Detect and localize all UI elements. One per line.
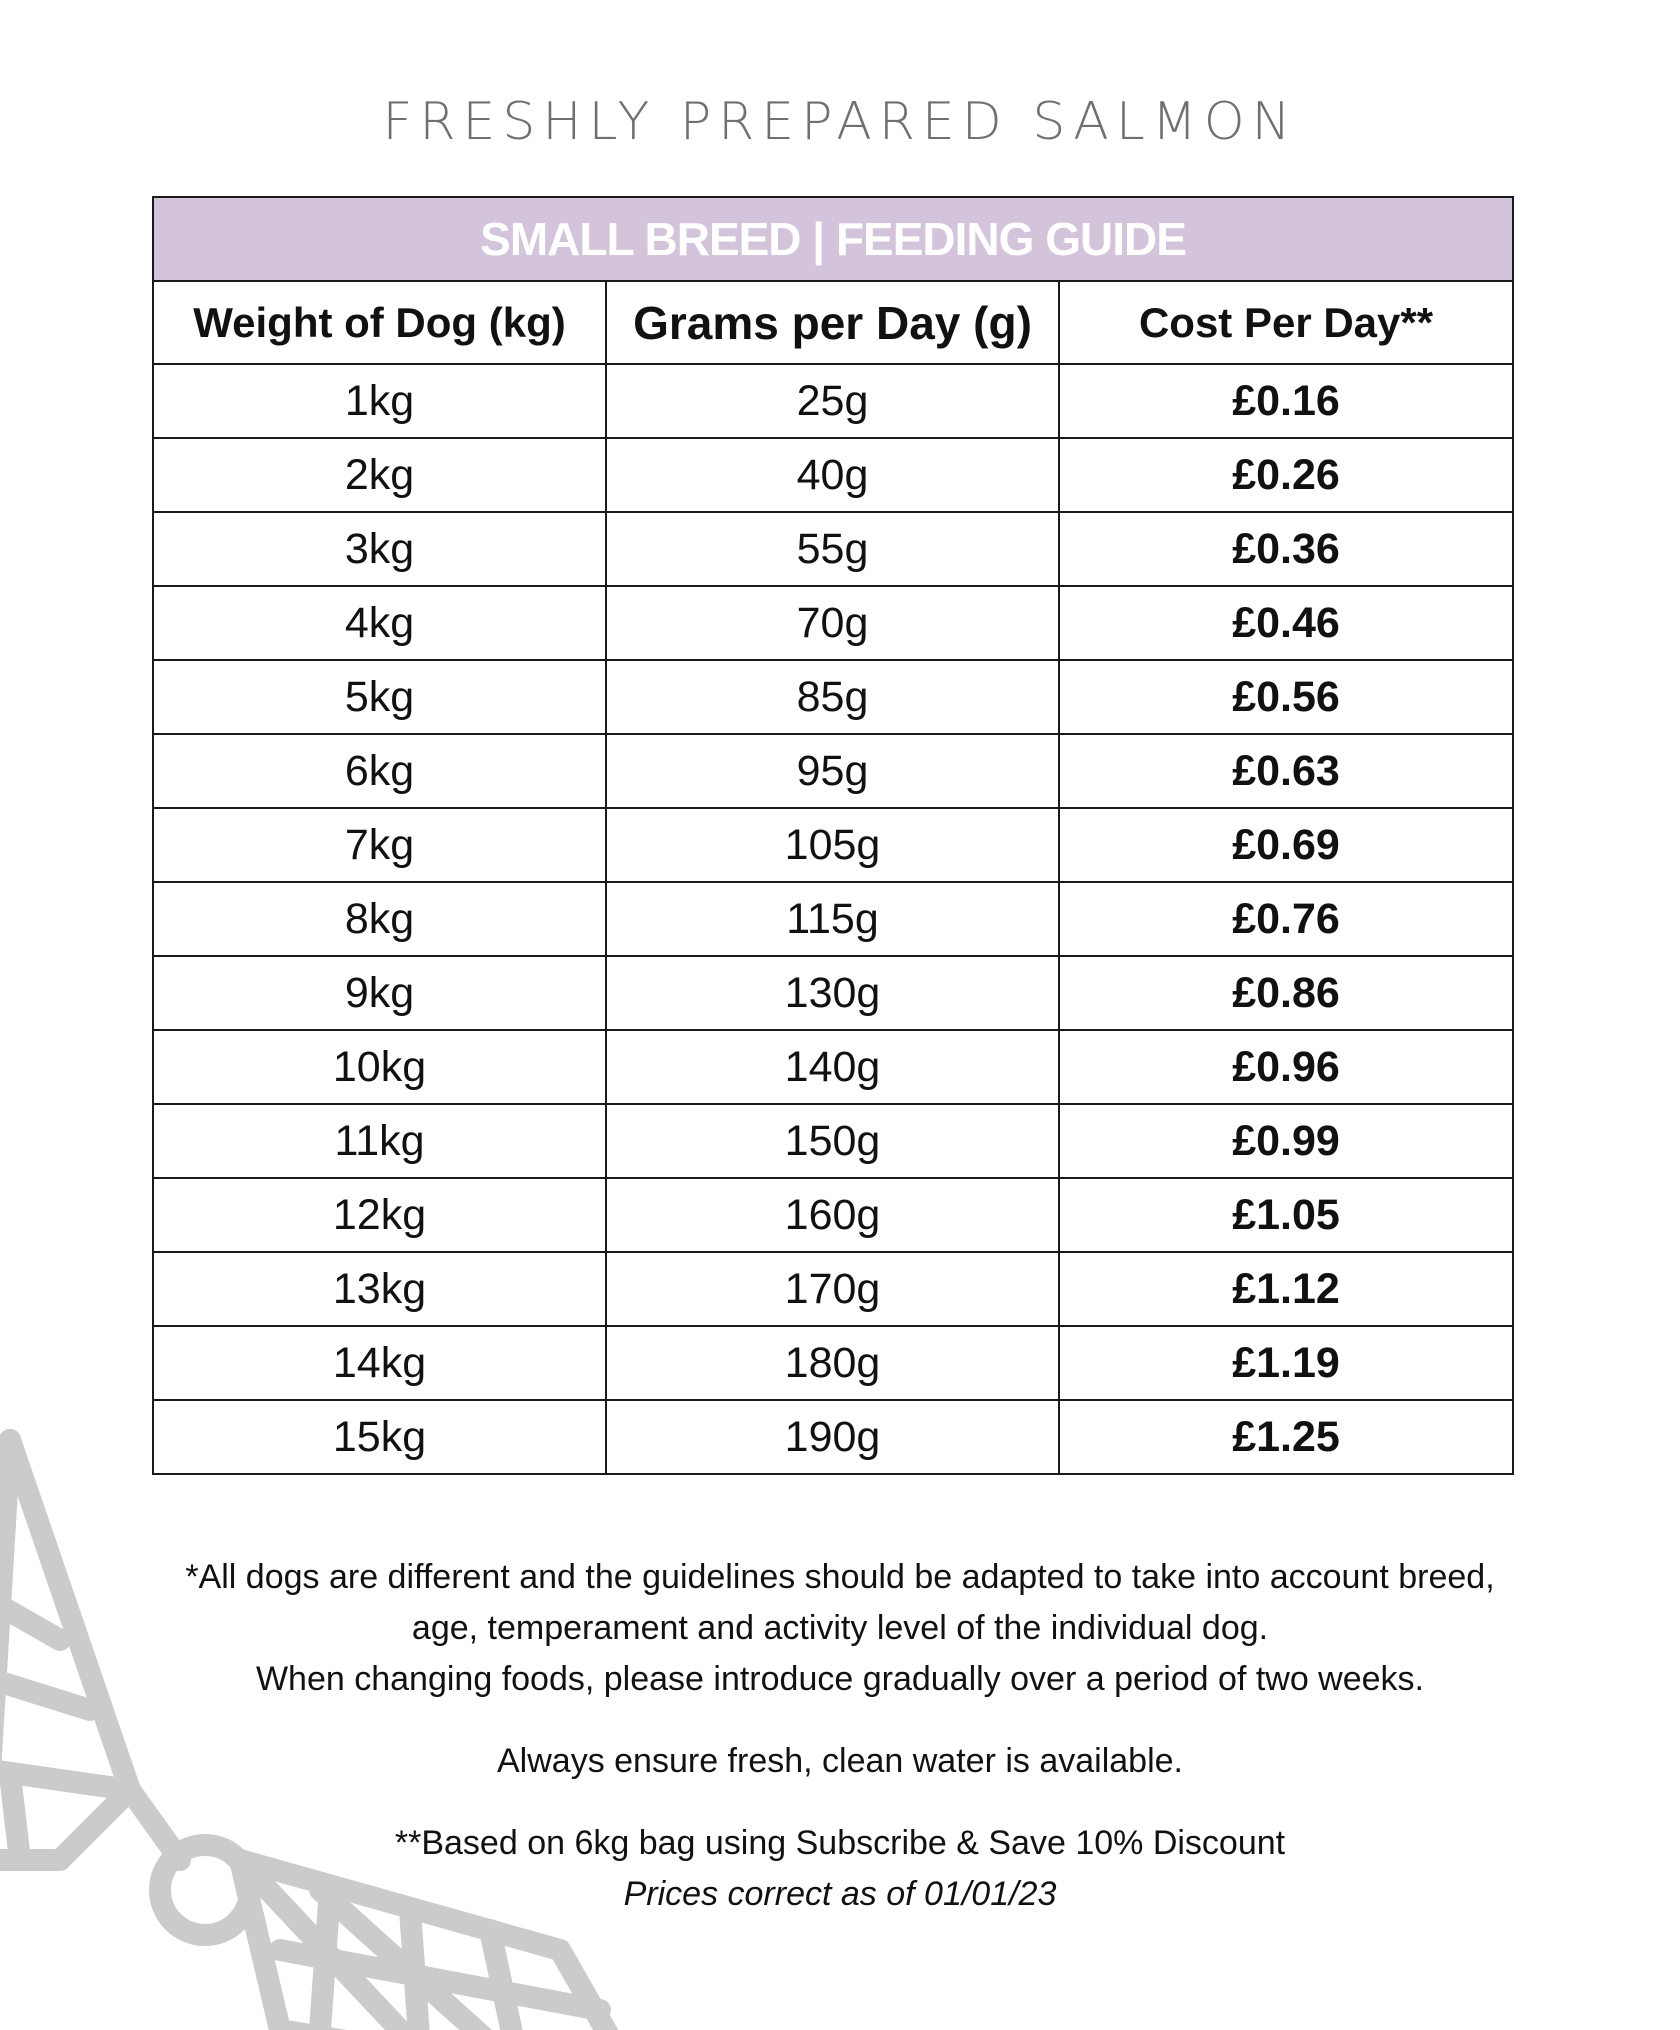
cost-cell: £0.56: [1059, 660, 1513, 734]
table-row: [153, 808, 1513, 882]
weight-cell: 9kg: [153, 956, 606, 1030]
grams-cell: 170g: [606, 1252, 1059, 1326]
weight-cell: 7kg: [153, 808, 606, 882]
table-row: [153, 1104, 1513, 1178]
cost-cell: £1.05: [1059, 1178, 1513, 1252]
grams-cell: 55g: [606, 512, 1059, 586]
cost-cell: £0.76: [1059, 882, 1513, 956]
table-banner: SMALL BREED | FEEDING GUIDE: [153, 197, 1513, 281]
header-cost: Cost Per Day**: [1059, 281, 1513, 364]
header-weight: Weight of Dog (kg): [153, 281, 606, 364]
grams-cell: 140g: [606, 1030, 1059, 1104]
prices-date-line: Prices correct as of 01/01/23: [623, 1875, 1057, 1913]
guidelines-line-2: age, temperament and activity level of the individual dog.: [411, 1609, 1269, 1647]
water-line: Always ensure fresh, clean water is available.: [497, 1742, 1183, 1780]
cost-cell: £1.12: [1059, 1252, 1513, 1326]
table-row: [153, 1178, 1513, 1252]
grams-cell: 180g: [606, 1326, 1059, 1400]
weight-cell: 3kg: [153, 512, 606, 586]
cost-cell: £0.63: [1059, 734, 1513, 808]
table-row: [153, 438, 1513, 512]
table-row: [153, 734, 1513, 808]
grams-cell: 95g: [606, 734, 1059, 808]
weight-cell: 13kg: [153, 1252, 606, 1326]
guidelines-line-3: When changing foods, please introduce gradually over a period of two weeks.: [255, 1660, 1425, 1698]
grams-cell: 160g: [606, 1178, 1059, 1252]
cost-cell: £0.69: [1059, 808, 1513, 882]
feeding-guide-table: [152, 196, 1514, 1475]
weight-cell: 14kg: [153, 1326, 606, 1400]
page-title: FRESHLY PREPARED SALMON: [382, 92, 1298, 152]
table-header-row: [153, 281, 1513, 364]
grams-cell: 150g: [606, 1104, 1059, 1178]
header-grams: Grams per Day (g): [606, 281, 1059, 364]
weight-cell: 6kg: [153, 734, 606, 808]
table-row: [153, 882, 1513, 956]
weight-cell: 5kg: [153, 660, 606, 734]
table-row: [153, 660, 1513, 734]
grams-cell: 190g: [606, 1400, 1059, 1474]
table-row: [153, 364, 1513, 438]
cost-cell: £1.25: [1059, 1400, 1513, 1474]
table-row: [153, 1030, 1513, 1104]
guidelines-note: [0, 1552, 1680, 1705]
weight-cell: 15kg: [153, 1400, 606, 1474]
table-row: [153, 1252, 1513, 1326]
cost-cell: £0.36: [1059, 512, 1513, 586]
table-row: [153, 512, 1513, 586]
water-note: [0, 1736, 1680, 1787]
cost-cell: £0.16: [1059, 364, 1513, 438]
weight-cell: 4kg: [153, 586, 606, 660]
grams-cell: 85g: [606, 660, 1059, 734]
pricing-note: [0, 1818, 1680, 1920]
cost-cell: £0.26: [1059, 438, 1513, 512]
table-banner-row: [153, 197, 1513, 281]
weight-cell: 8kg: [153, 882, 606, 956]
weight-cell: 12kg: [153, 1178, 606, 1252]
cost-cell: £0.46: [1059, 586, 1513, 660]
grams-cell: 25g: [606, 364, 1059, 438]
dragonfly-icon: [0, 1390, 660, 2030]
weight-cell: 11kg: [153, 1104, 606, 1178]
grams-cell: 105g: [606, 808, 1059, 882]
table-row: [153, 1400, 1513, 1474]
table-row: [153, 1326, 1513, 1400]
grams-cell: 70g: [606, 586, 1059, 660]
cost-cell: £0.86: [1059, 956, 1513, 1030]
cost-cell: £0.99: [1059, 1104, 1513, 1178]
table-row: [153, 586, 1513, 660]
table-row: [153, 956, 1513, 1030]
weight-cell: 2kg: [153, 438, 606, 512]
weight-cell: 10kg: [153, 1030, 606, 1104]
cost-cell: £1.19: [1059, 1326, 1513, 1400]
weight-cell: 1kg: [153, 364, 606, 438]
guidelines-line-1: *All dogs are different and the guidelines should be adapted to take into account breed,: [185, 1558, 1495, 1596]
pricing-basis-line: **Based on 6kg bag using Subscribe & Save 10% Discount: [394, 1824, 1286, 1862]
grams-cell: 115g: [606, 882, 1059, 956]
grams-cell: 40g: [606, 438, 1059, 512]
cost-cell: £0.96: [1059, 1030, 1513, 1104]
grams-cell: 130g: [606, 956, 1059, 1030]
